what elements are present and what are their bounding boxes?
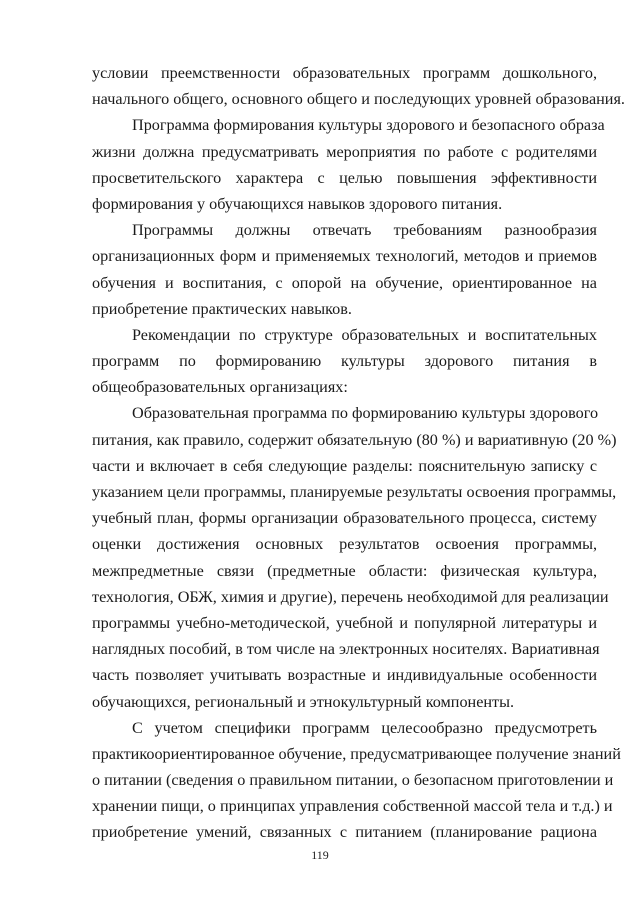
- text-line: о питании (сведения о правильном питании, о безопасном приготовлении и: [92, 771, 614, 790]
- paragraph: [92, 715, 621, 846]
- text-line: обучающихся, региональный и этнокультурный компоненты.: [92, 692, 515, 711]
- text-line: обучения и воспитания, с опорой на обучение, ориентированное на: [92, 273, 597, 292]
- text-line: практикоориентированное обучение, предусматривающее получение знаний: [92, 744, 621, 763]
- body-text: [92, 60, 625, 846]
- text-line: учебный план, формы организации образовательного процесса, систему: [92, 509, 597, 528]
- text-line: оценки достижения основных результатов освоения программы,: [92, 535, 597, 554]
- text-line: жизни должна предусматривать мероприятия по работе с родителями: [92, 142, 597, 161]
- text-line: часть позволяет учитывать возрастные и индивидуальные особенности: [92, 666, 597, 685]
- text-line: технология, ОБЖ, химия и другие), перечень необходимой для реализации: [92, 587, 609, 606]
- text-line: организационных форм и применяемых технологий, методов и приемов: [92, 247, 597, 266]
- page-number: 119: [311, 848, 329, 862]
- text-line: питания, как правило, содержит обязательную (80 %) и вариативную (20 %): [92, 430, 617, 449]
- text-line: приобретение практических навыков.: [92, 299, 352, 318]
- text-line: программ по формированию культуры здорового питания в: [92, 352, 597, 371]
- text-line: просветительского характера с целью повышения эффективности: [92, 168, 597, 187]
- paragraph: [92, 217, 597, 322]
- text-line: приобретение умений, связанных с питанием (планирование рациона: [92, 823, 597, 842]
- text-line: условии преемственности образовательных программ дошкольного,: [92, 64, 597, 82]
- text-line: указанием цели программы, планируемые результаты освоения программы,: [92, 483, 617, 501]
- paragraph: [92, 60, 625, 112]
- text-line: Рекомендации по структуре образовательных и воспитательных: [132, 325, 597, 344]
- text-line: формирования у обучающихся навыков здорового питания.: [92, 194, 503, 213]
- text-line: межпредметные связи (предметные области: физическая культура,: [92, 561, 597, 580]
- paragraph: [92, 112, 605, 217]
- text-line: С учетом специфики программ целесообразно предусмотреть: [132, 718, 597, 737]
- paragraph: [92, 322, 597, 401]
- text-line: начального общего, основного общего и последующих уровней образования.: [92, 90, 625, 109]
- text-line: части и включает в себя следующие разделы: пояснительную записку с: [92, 456, 597, 475]
- text-line: Программа формирования культуры здорового и безопасного образа: [132, 116, 605, 135]
- text-line: программы учебно-методической, учебной и популярной литературы и: [92, 613, 597, 632]
- text-line: общеобразовательных организациях:: [92, 378, 348, 397]
- text-line: наглядных пособий, в том числе на электронных носителях. Вариативная: [92, 640, 600, 659]
- text-line: Образовательная программа по формированию культуры здорового: [132, 404, 599, 423]
- text-line: хранении пищи, о принципах управления собственной массой тела и т.д.) и: [92, 797, 613, 816]
- text-line: Программы должны отвечать требованиям разнообразия: [132, 221, 597, 240]
- paragraph: [92, 400, 617, 714]
